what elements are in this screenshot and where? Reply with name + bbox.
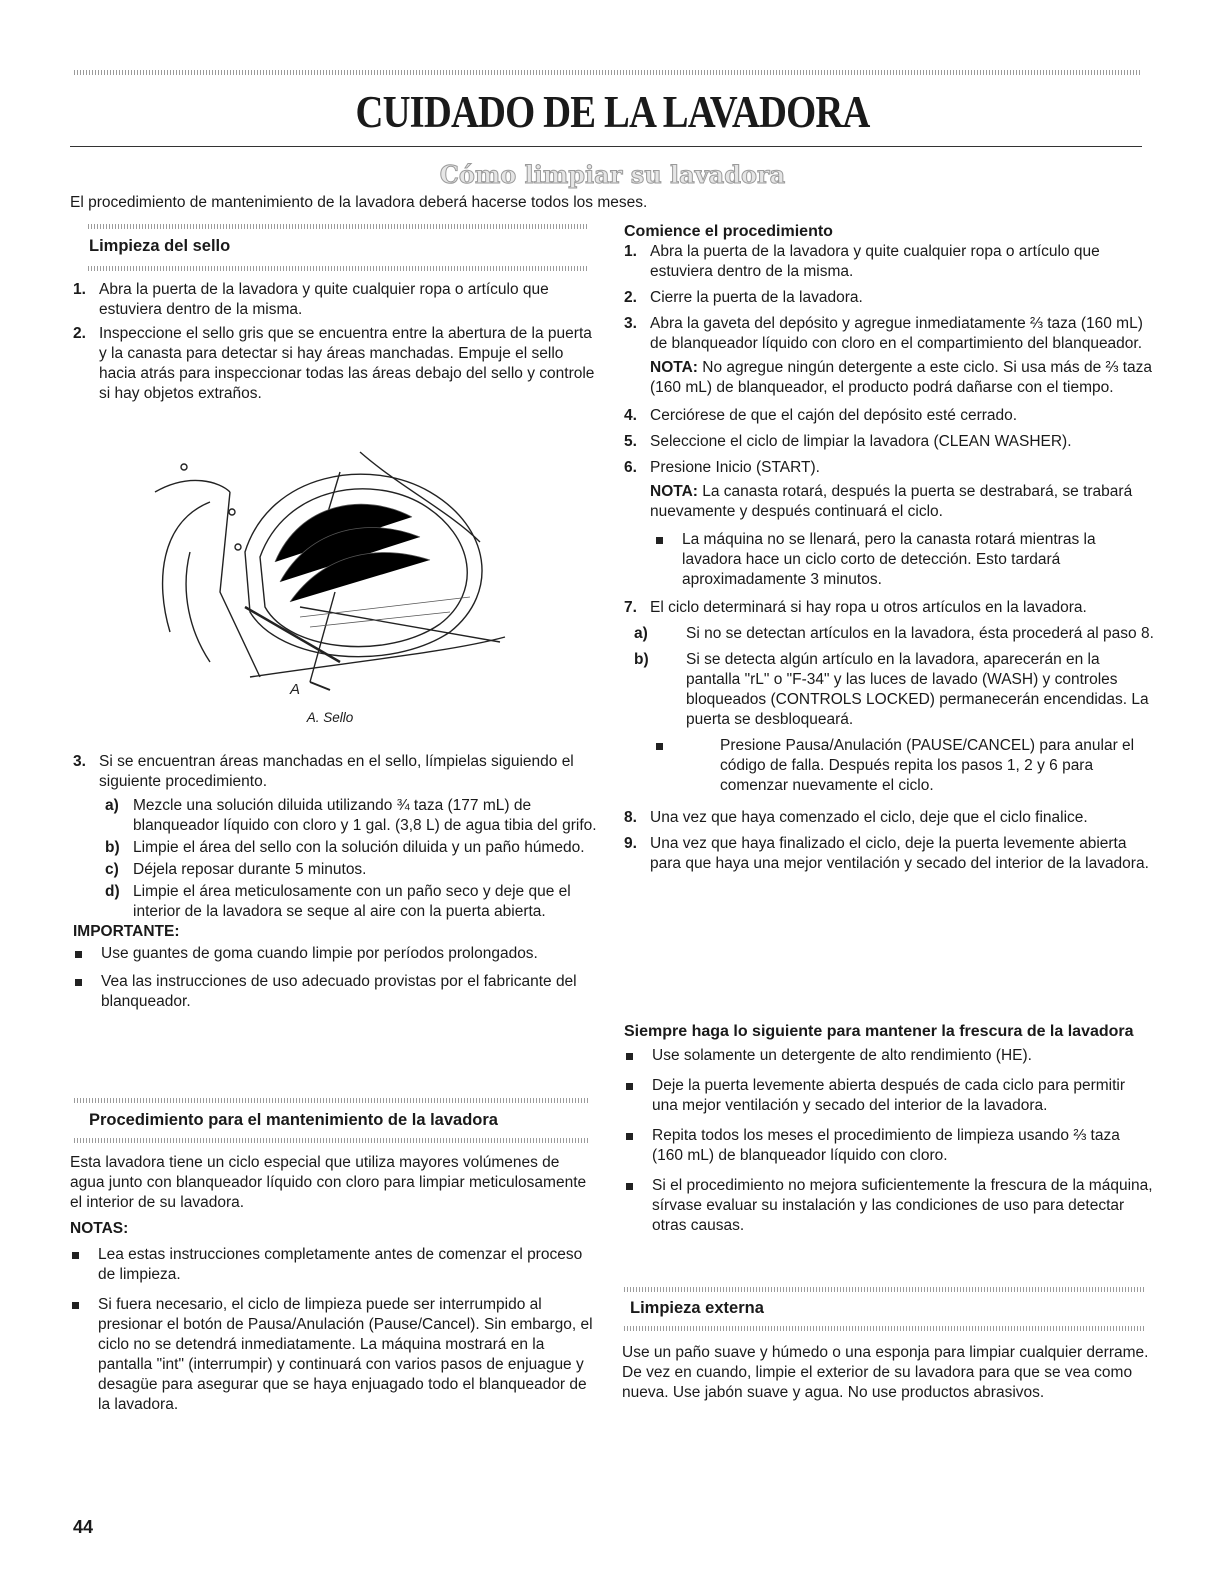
- freshness-heading: Siempre haga lo siguiente para mantener la frescura de la lavadora: [624, 1023, 1134, 1040]
- procedure-step: 2. Cierre la puerta de la lavadora.: [624, 289, 863, 306]
- seal-heading-rule-top: [88, 224, 588, 229]
- important-label: IMPORTANTE:: [73, 923, 180, 940]
- maintenance-heading-rule-top: [74, 1098, 590, 1103]
- notes-bullet: Si fuera necesario, el ciclo de limpieza puede ser interrumpido al presionar el botón de Pausa/Anulación (Pause/Cancel). Sin embargo, el ciclo no se detendrá inmediatamente. La máquina mostrará en la pantalla "int" (interrumpir) y continuará con varios pasos de enjuague y desagüe para asegurar que se haya enjuagado todo el blanqueador de la lavadora.: [70, 1295, 595, 1415]
- seal-section: [73, 236, 598, 256]
- procedure-step: 5. Seleccione el ciclo de limpiar la lavadora (CLEAN WASHER).: [624, 433, 1072, 450]
- external-heading-rule-top: [624, 1287, 1144, 1292]
- procedure-note: NOTA: No agregue ningún detergente a este ciclo. Si usa más de ⅔ taza (160 mL) de blanqueador, el producto podrá dañarse con el tiempo.: [650, 359, 1153, 396]
- seal-step: 2. Inspeccione el sello gris que se encuentra entre la abertura de la puerta y la canasta para detectar si hay áreas manchadas. Empuje el sello hacia atrás para inspeccionar todas las áreas debajo del sello y controle si hay objetos extraños.: [73, 325, 595, 402]
- page-number: 44: [73, 1517, 94, 1537]
- external-heading-rule-bottom: [624, 1326, 1144, 1331]
- notes-bullet: Lea estas instrucciones completamente antes de comenzar el proceso de limpieza.: [70, 1245, 595, 1285]
- seal-substep: d) Limpie el área meticulosamente con un paño seco y deje que el interior de la lavadora se seque al aire con la puerta abierta.: [105, 883, 571, 920]
- seal-heading: Limpieza del sello: [89, 237, 231, 255]
- procedure-note: NOTA: La canasta rotará, después la puerta se destrabará, se trabará nuevamente y después continuará el ciclo.: [650, 483, 1133, 520]
- procedure-step: 6. Presione Inicio (START).: [624, 459, 820, 476]
- page-title: CUIDADO DE LA LAVADORA: [355, 87, 870, 137]
- procedure-bullet: La máquina no se llenará, pero la canasta rotará mientras la lavadora hace un ciclo corto de detección. Esto tardará aproximadamente 3 minutos.: [624, 530, 1154, 590]
- freshness-bullet: Si el procedimiento no mejora suficientemente la frescura de la máquina, sírvase evaluar su instalación y las condiciones de uso para detectar otras causas.: [624, 1176, 1154, 1236]
- seal-step: 1. Abra la puerta de la lavadora y quite cualquier ropa o artículo que estuviera dentro de la misma.: [73, 281, 549, 318]
- freshness-bullet: Use solamente un detergente de alto rendimiento (HE).: [624, 1046, 1154, 1066]
- seal-steps: [73, 280, 598, 404]
- freshness-bullet: Repita todos los meses el procedimiento de limpieza usando ⅔ taza (160 mL) de blanqueador líquido con cloro.: [624, 1126, 1154, 1166]
- section-subtitle: Cómo limpiar su lavadora: [439, 160, 786, 189]
- maintenance-body: Esta lavadora tiene un ciclo especial que utiliza mayores volúmenes de agua junto con blanqueador líquido con cloro para limpiar meticulosamente el interior de su lavadora.: [70, 1154, 587, 1211]
- seal-step: 3. Si se encuentran áreas manchadas en el sello, límpielas siguiendo el siguiente procedimiento.: [73, 753, 574, 790]
- seal-substep: c) Déjela reposar durante 5 minutos.: [105, 861, 367, 878]
- procedure-bullet: Presione Pausa/Anulación (PAUSE/CANCEL) para anular el código de falla. Después repita los pasos 1, 2 y 6 para comenzar nuevamente el ciclo.: [624, 736, 1154, 796]
- maintenance-heading-rule-bottom: [74, 1138, 590, 1143]
- external-body: Use un paño suave y húmedo o una esponja para limpiar cualquier derrame. De vez en cuando, limpie el exterior de su lavadora para que se vea como nueva. Use jabón suave y agua. No use productos abrasivos.: [622, 1344, 1149, 1401]
- figure-callout-label: A: [290, 681, 301, 698]
- procedure-step: 8. Una vez que haya comenzado el ciclo, deje que el ciclo finalice.: [624, 809, 1088, 826]
- intro-text: El procedimiento de mantenimiento de la lavadora deberá hacerse todos los meses.: [70, 194, 648, 211]
- procedure-step: 9. Una vez que haya finalizado el ciclo, deje la puerta levemente abierta para que haya una mejor ventilación y secado del interior de la lavadora.: [624, 835, 1149, 872]
- notes-label: NOTAS:: [70, 1220, 129, 1237]
- external-heading-box: [624, 1298, 1154, 1318]
- external-heading: Limpieza externa: [630, 1299, 764, 1317]
- procedure-step: 1. Abra la puerta de la lavadora y quite cualquier ropa o artículo que estuviera dentro de la misma.: [624, 243, 1100, 280]
- figure-caption: A. Sello: [306, 710, 354, 725]
- seal-substep: b) Limpie el área del sello con la solución diluida y un paño húmedo.: [105, 839, 585, 856]
- top-dotted-rule: [74, 70, 1142, 75]
- washer-seal-illustration: [150, 432, 510, 702]
- procedure-substep: a) Si no se detectan artículos en la lavadora, ésta procederá al paso 8.: [634, 625, 1154, 642]
- procedure-step: 3. Abra la gaveta del depósito y agregue inmediatamente ⅔ taza (160 mL) de blanqueador líquido con cloro en el compartimiento del blanqueador.: [624, 315, 1143, 352]
- freshness-section: [624, 1022, 1154, 1236]
- procedure-substep: b) Si se detecta algún artículo en la lavadora, aparecerán en la pantalla "rL" o "F-34" y las luces de lavado (WASH) y controles bloqueados (CONTROLS LOCKED) permanecerán encendidas. La puerta se desbloqueará.: [634, 651, 1149, 728]
- maintenance-heading-box: [73, 1110, 598, 1130]
- maintenance-section: [70, 1153, 595, 1415]
- seal-substep: a) Mezcle una solución diluida utilizando ¾ taza (177 mL) de blanqueador líquido con cloro y 1 gal. (3,8 L) de agua tibia del grifo.: [105, 797, 597, 834]
- important-bullet: Use guantes de goma cuando limpie por períodos prolongados.: [73, 944, 598, 964]
- procedure-section: [624, 222, 1154, 874]
- seal-heading-rule-bottom: [88, 266, 588, 271]
- procedure-step: 4. Cerciórese de que el cajón del depósito esté cerrado.: [624, 407, 1018, 424]
- procedure-heading: Comience el procedimiento: [624, 223, 833, 240]
- important-bullet: Vea las instrucciones de uso adecuado provistas por el fabricante del blanqueador.: [73, 972, 598, 1012]
- freshness-bullet: Deje la puerta levemente abierta después de cada ciclo para permitir una mejor ventilación y secado del interior de la lavadora.: [624, 1076, 1154, 1116]
- seal-procedure: [73, 752, 598, 1012]
- external-section: [622, 1343, 1152, 1403]
- title-rule: [70, 146, 1142, 147]
- maintenance-heading: Procedimiento para el mantenimiento de la lavadora: [89, 1111, 498, 1129]
- procedure-step: 7. El ciclo determinará si hay ropa u otros artículos en la lavadora.: [624, 599, 1087, 616]
